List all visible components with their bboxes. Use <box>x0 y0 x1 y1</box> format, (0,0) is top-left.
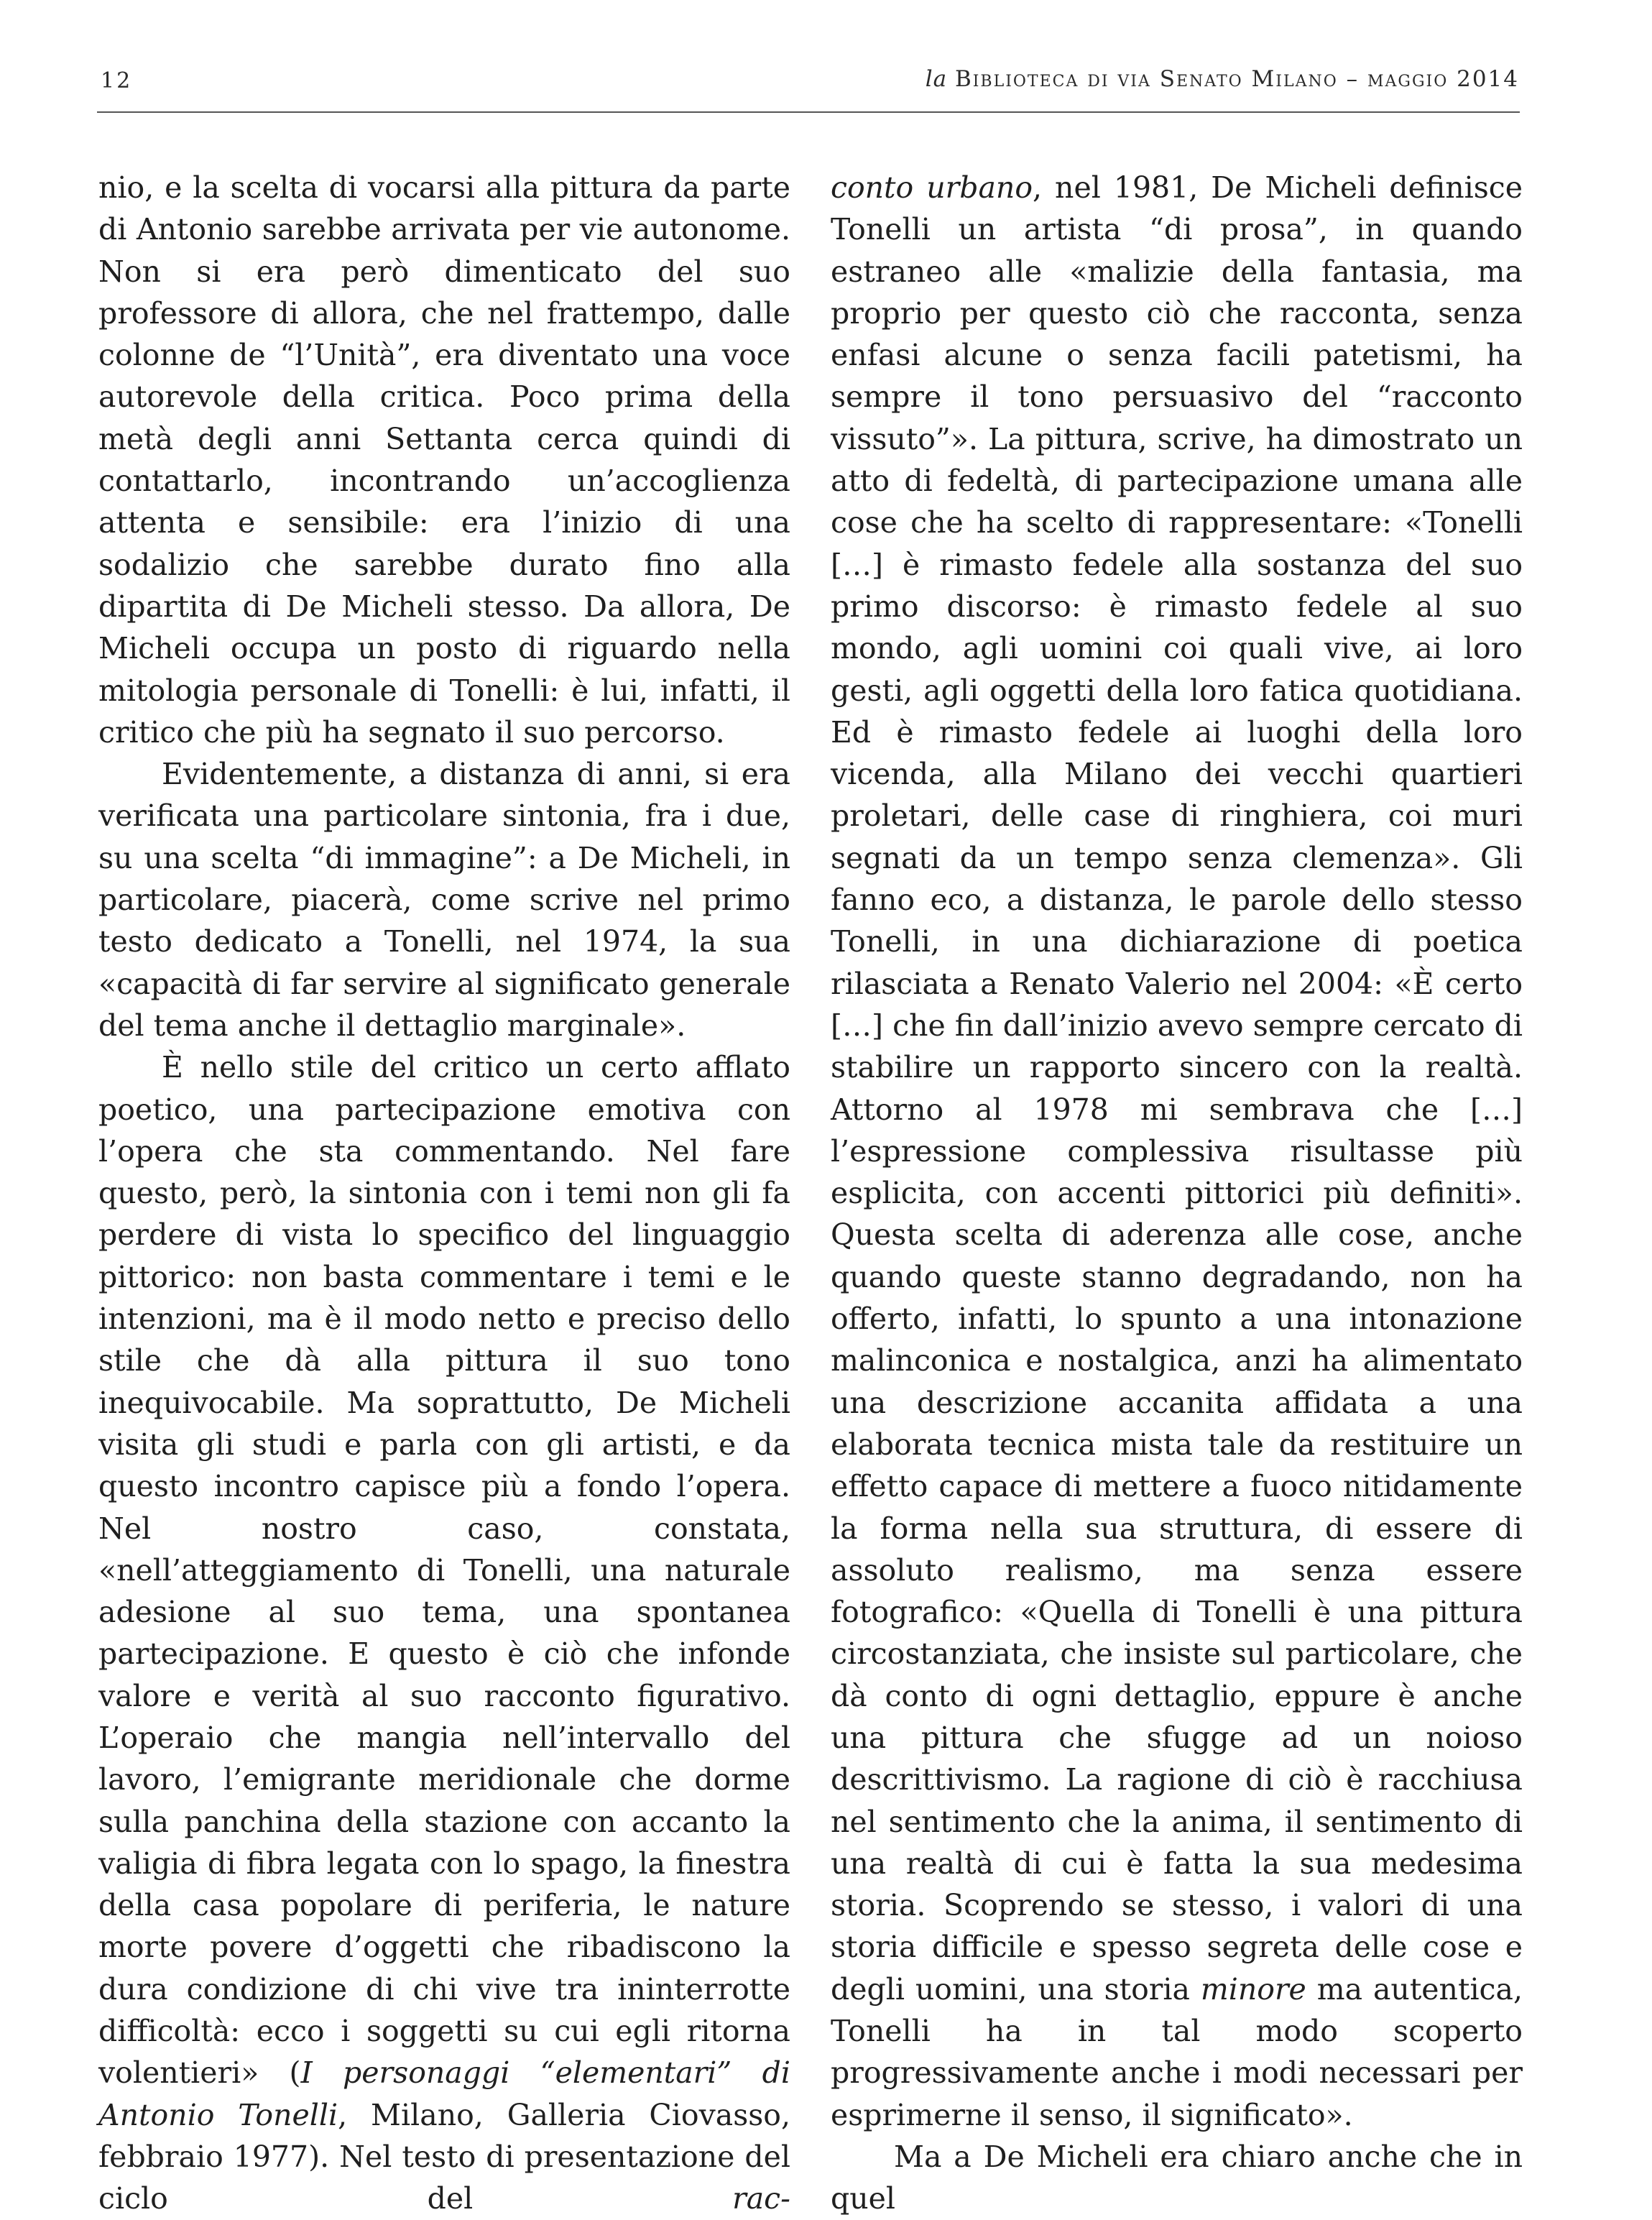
running-header <box>926 66 1519 92</box>
left-paragraph-1: nio, e la scelta di vocarsi alla pittura da parte di Antonio sarebbe arrivata per vie autonome. Non si era però dimenticato del suo professore di allora, che nel frattempo, dalle colonne de “l’Unità”, era diventato una voce autorevole della critica. Poco prima della metà degli anni Settanta cerca quindi di contattarlo, incontrando un’accoglienza attenta e sensibile: era l’inizio di una sodalizio che sarebbe durato fino alla dipartita di De Micheli stesso. Da allora, De Micheli occupa un posto di riguardo nella mitologia personale di Tonelli: è lui, infatti, il critico che più ha segnato il suo percorso. <box>98 170 790 750</box>
left-p3-italic-title: I personaggi “elementari” di Antonio Tonelli <box>98 2055 790 2132</box>
right-p1-italic-title: conto urbano <box>831 170 1033 205</box>
header-rule <box>97 111 1520 113</box>
left-paragraph-3 <box>98 1046 790 2219</box>
right-column <box>831 167 1523 2220</box>
left-p3-text-a: È nello stile del critico un certo afflato poetico, una partecipazione emotiva con l’opera che sta commentando. Nel fare questo, però, la sintonia con i temi non gli fa perdere di vista lo specifico del linguaggio pittorico: non basta commentare i temi e le intenzioni, ma è il modo netto e preciso dello stile che dà alla pittura il suo tono inequivocabile. Ma soprattutto, De Micheli visita gli studi e parla con gli artisti, e da questo incontro capisce più a fondo l’opera. Nel nostro caso, constata, «nell’atteggiamento di Tonelli, una naturale adesione al suo tema, una spontanea partecipazione. E questo è ciò che infonde valore e verità al suo racconto figurativo. L’operaio che mangia nell’intervallo del lavoro, l’emigrante meridionale che dorme sulla panchina della stazione con accanto la valigia di fibra legata con lo spago, la finestra della casa popolare di periferia, le nature morte povere d’oggetti che ribadiscono la dura condizione di chi vive tra ininterrotte difficoltà: ecco i soggetti su cui egli ritorna volentieri» ( <box>98 1050 790 2091</box>
running-header-title: Biblioteca di via Senato Milano – maggio 2014 <box>954 66 1519 92</box>
left-paragraph-2: Evidentemente, a distanza di anni, si era verificata una particolare sintonia, fra i due, su una scelta “di immagine”: a De Micheli, in particolare, piacerà, come scrive nel primo testo dedicato a Tonelli, nel 1974, la sua «capacità di far servire al significato generale del tema anche il dettaglio marginale». <box>98 757 790 1043</box>
left-column <box>98 167 790 2220</box>
left-p3-italic-end: rac- <box>732 2181 790 2216</box>
running-header-italic: la <box>925 66 948 92</box>
page-number: 12 <box>101 68 133 93</box>
left-p3-text-b: , Milano, Galleria Ciovasso, febbraio 1977). Nel testo di presentazione del ciclo del <box>98 2097 790 2216</box>
right-p1-italic-minore: minore <box>1200 1971 1306 2007</box>
right-paragraph-2: Ma a De Micheli era chiaro anche che in quel <box>831 2139 1523 2216</box>
right-p1-text-a: , nel 1981, De Micheli definisce Tonelli un artista “di prosa”, in quando estraneo alle «malizie della fantasia, ma proprio per questo ciò che racconta, senza enfasi alcune o senza facili patetismi, ha sempre il tono persuasivo del “racconto vissuto”». La pittura, scrive, ha dimostrato un atto di fedeltà, di partecipazione umana alle cose che ha scelto di rappresentare: «Tonelli […] è rimasto fedele alla sostanza del suo primo discorso: è rimasto fedele al suo mondo, agli uomini coi quali vive, ai loro gesti, agli oggetti della loro fatica quotidiana. Ed è rimasto fedele ai luoghi della loro vicenda, alla Milano dei vecchi quartieri proletari, delle case di ringhiera, coi muri segnati da un tempo senza clemenza». Gli fanno eco, a distanza, le parole dello stesso Tonelli, in una dichiarazione di poetica rilasciata a Renato Valerio nel 2004: «È certo […] che fin dall’inizio avevo sempre cercato di stabilire un rapporto sincero con la realtà. Attorno al 1978 mi sembrava che […] l’espressione complessiva risultasse più esplicita, con accenti pittorici più definiti». Questa scelta di aderenza alle cose, anche quando queste stanno degradando, non ha offerto, infatti, lo spunto a una intonazione malinconica e nostalgica, anzi ha alimentato una descrizione accanita affidata a una elaborata tecnica mista tale da restituire un effetto capace di mettere a fuoco nitidamente la forma nella sua struttura, di essere di assoluto realismo, ma senza essere fotografico: «Quella di Tonelli è una pittura circostanziata, che insiste sul particolare, che dà conto di ogni dettaglio, eppure è anche una pittura che sfugge ad un noioso descrittivismo. La ragione di ciò è racchiusa nel sentimento che la anima, il sentimento di una realtà di cui è fatta la sua medesima storia. Scoprendo se stesso, i valori di una storia difficile e spesso segreta delle cose e degli uomini, una storia <box>831 170 1523 2007</box>
right-p1-text-b: ma autentica, Tonelli ha in tal modo scoperto progressivamente anche i modi necessari per esprimerne il senso, il significato». <box>831 1971 1523 2132</box>
right-paragraph-1 <box>831 167 1523 2136</box>
